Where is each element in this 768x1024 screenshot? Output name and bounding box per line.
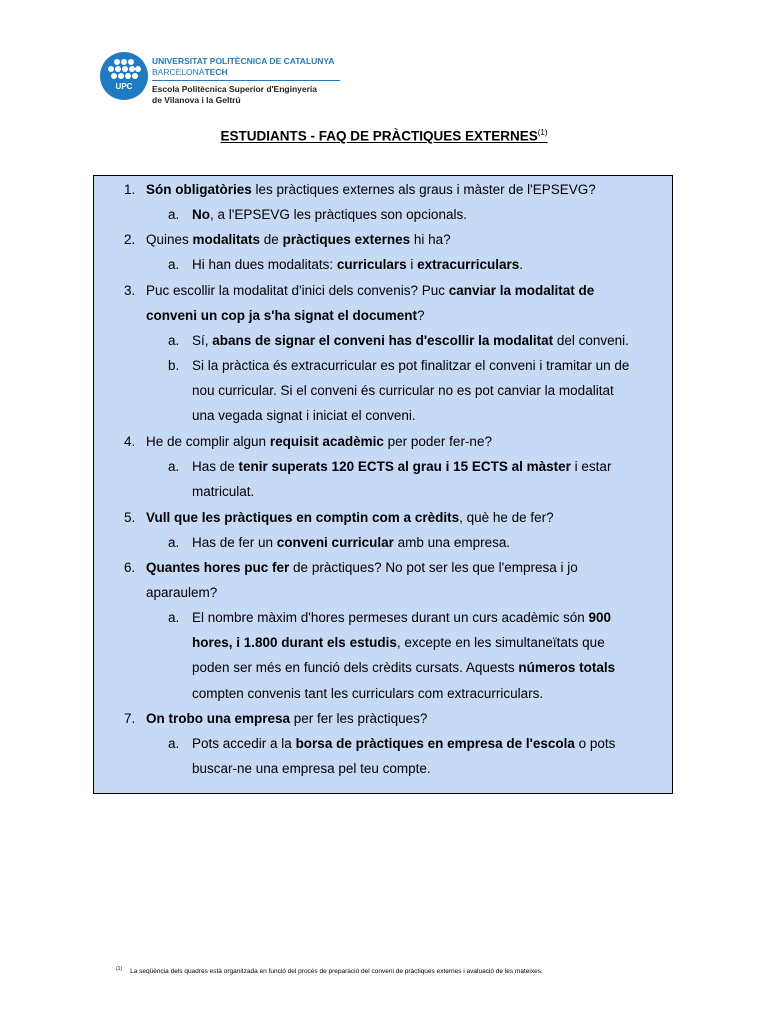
answer-text <box>192 328 638 353</box>
header-rule <box>152 80 340 81</box>
bold-text: borsa de pràctiques en empresa de l'escola <box>295 736 575 751</box>
question-text <box>146 227 644 252</box>
answer-3a <box>168 328 638 353</box>
text: El nombre màxim d'hores permeses durant un curs acadèmic són <box>192 610 589 625</box>
logo-dot <box>111 73 117 79</box>
school-name-line2: de Vilanova i la Geltrú <box>152 95 241 105</box>
question-text <box>146 706 644 731</box>
question-5 <box>124 505 644 530</box>
text: de <box>260 232 283 247</box>
answer-letter: a. <box>168 207 180 222</box>
bold-text: conveni curricular <box>276 535 394 550</box>
text: per poder fer-ne? <box>383 434 492 449</box>
logo-dot <box>128 59 134 65</box>
text: del conveni. <box>553 333 629 348</box>
logo-dot <box>118 73 124 79</box>
answer-text <box>192 731 638 781</box>
bold-text: canviar la modalitat de conveni un cop ja s'ha signat el document <box>146 283 595 324</box>
answer-text <box>192 605 638 706</box>
text: Has de <box>192 459 239 474</box>
logo-dot <box>121 59 127 65</box>
institution-name <box>152 56 342 106</box>
bold-text: Són obligatòries <box>146 182 252 197</box>
bold-text: pràctiques externes <box>282 232 411 247</box>
text: Hi han dues modalitats: <box>192 257 337 272</box>
bold-text: modalitats <box>192 232 261 247</box>
logo-dot <box>125 73 131 79</box>
text: , què he de fer? <box>459 510 554 525</box>
bold-text: curriculars <box>336 257 407 272</box>
question-text <box>146 177 644 202</box>
bold-text: requisit acadèmic <box>269 434 384 449</box>
logo-dot <box>114 59 120 65</box>
bold-text: extracurriculars <box>417 257 520 272</box>
answer-text <box>192 202 638 227</box>
question-text <box>146 429 644 454</box>
question-number: 2. <box>124 232 136 247</box>
text: de pràctiques? No pot ser les que l'empresa i jo aparaulem? <box>146 560 578 601</box>
question-number: 6. <box>124 560 136 575</box>
logo-dot <box>108 66 114 72</box>
title-text: ESTUDIANTS - FAQ DE PRÀCTIQUES EXTERNES <box>220 128 538 144</box>
bold-text: 900 hores, i 1.800 durant els estudis <box>192 610 612 651</box>
question-number: 1. <box>124 182 136 197</box>
question-text <box>146 555 644 605</box>
question-text <box>146 505 644 530</box>
footnote <box>116 966 543 975</box>
text: He de complir algun <box>146 434 270 449</box>
barcelona-text: BARCELONA <box>152 67 205 77</box>
faq-box <box>93 175 673 794</box>
bold-text: tenir superats 120 ECTS al grau i 15 ECTS al màster <box>238 459 571 474</box>
answer-1a <box>168 202 638 227</box>
bold-text: Vull que les pràctiques en comptin com a crèdits <box>146 510 460 525</box>
text: Has de fer un <box>192 535 277 550</box>
school-name-line1: Escola Politècnica Superior d'Enginyeria <box>152 84 317 94</box>
answer-3b <box>168 353 638 429</box>
text: , a l'EPSEVG les pràctiques son opcionals. <box>210 207 467 222</box>
question-number: 5. <box>124 510 136 525</box>
answer-letter: a. <box>168 257 180 272</box>
footnote-mark: (1) <box>116 966 123 972</box>
text: per fer les pràctiques? <box>290 711 428 726</box>
answer-letter: b. <box>168 358 180 373</box>
bold-text: No <box>192 207 210 222</box>
answer-letter: a. <box>168 736 180 751</box>
question-6 <box>124 555 644 605</box>
upc-logo <box>100 52 148 100</box>
answer-letter: a. <box>168 610 180 625</box>
bold-text: Quantes hores puc fer <box>146 560 290 575</box>
question-text <box>146 278 644 328</box>
title-footnote-mark: (1) <box>537 128 548 137</box>
question-2 <box>124 227 644 252</box>
text: Sí, <box>192 333 213 348</box>
text: Quines <box>146 232 193 247</box>
page-title <box>0 128 768 144</box>
text: i estar matriculat. <box>192 459 612 500</box>
answer-letter: a. <box>168 333 180 348</box>
logo-dot <box>132 73 138 79</box>
question-number: 4. <box>124 434 136 449</box>
text: , excepte en les simultaneïtats que poden ser més en funció dels crèdits cursats. Aquests <box>192 635 605 676</box>
answer-4a <box>168 454 638 504</box>
question-number: 7. <box>124 711 136 726</box>
answer-6a <box>168 605 638 706</box>
question-4 <box>124 429 644 454</box>
question-7 <box>124 706 644 731</box>
text: . <box>519 257 523 272</box>
bold-text: abans de signar el conveni has d'escollir la modalitat <box>212 333 554 348</box>
question-1 <box>124 177 644 202</box>
answer-text <box>192 252 638 277</box>
answer-text <box>192 454 638 504</box>
logo-dot <box>115 66 121 72</box>
answer-text: Si la pràctica és extracurricular es pot finalitzar el conveni i tramitar un de nou curricular. Si el conveni és curricular no es pot canviar la modalitat una vegada signat i iniciat el conveni. <box>192 358 630 424</box>
logo-text: UPC <box>115 82 133 91</box>
university-name: UNIVERSITAT POLITÈCNICA DE CATALUNYA <box>152 56 335 66</box>
text: o pots buscar-ne una empresa pel teu compte. <box>192 736 616 777</box>
text: amb una empresa. <box>393 535 511 550</box>
question-3 <box>124 278 644 328</box>
answer-5a <box>168 530 638 555</box>
question-number: 3. <box>124 283 136 298</box>
footnote-text: La seqüència dels quadres està organitzada en funció del procés de preparació del conveni de pràctiques externes i avaluació de les mateixes. <box>130 968 543 976</box>
answer-7a <box>168 731 638 781</box>
text: ? <box>417 308 425 324</box>
text: Puc escollir la modalitat d'inici dels convenis? Puc <box>146 283 449 298</box>
answer-letter: a. <box>168 535 180 550</box>
bold-text: números totals <box>518 660 616 676</box>
answer-text <box>192 530 638 555</box>
barcelonatech <box>152 67 342 78</box>
answer-2a <box>168 252 638 277</box>
text: Pots accedir a la <box>192 736 296 751</box>
bold-text: On trobo una empresa <box>146 711 291 726</box>
answer-letter: a. <box>168 459 180 474</box>
text: les pràctiques externes als graus i màster de l'EPSEVG? <box>251 182 596 197</box>
text: i <box>406 257 418 272</box>
logo-dot <box>135 66 141 72</box>
text: compten convenis tant les curriculars com extracurriculars. <box>192 685 544 701</box>
text: hi ha? <box>410 232 451 247</box>
tech-text: TECH <box>204 67 228 77</box>
logo-dot <box>122 66 128 72</box>
